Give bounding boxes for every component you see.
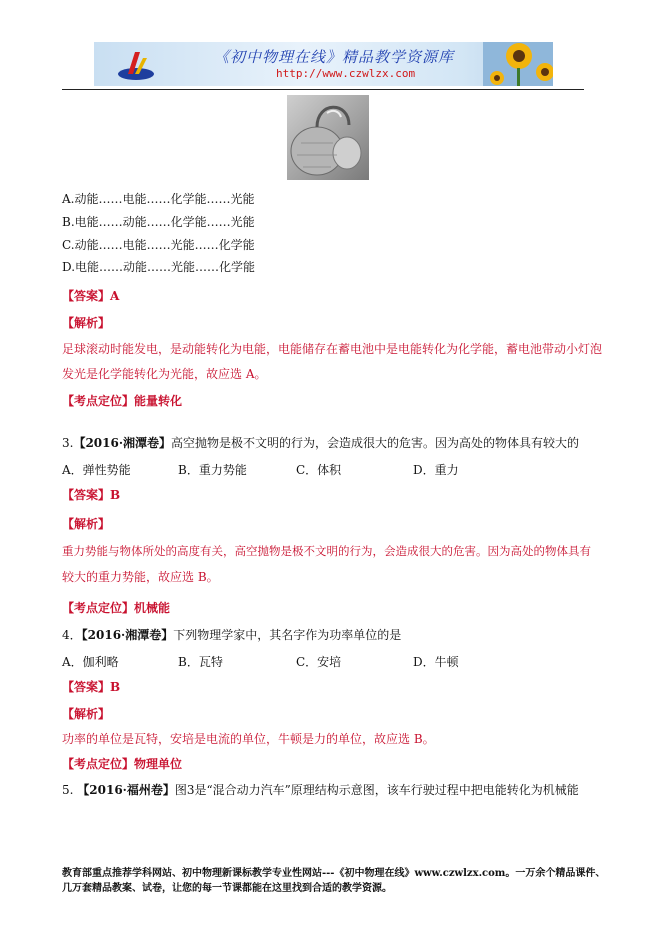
q3-number: 3. <box>62 436 74 450</box>
q4-point: 【考点定位】物理单位 <box>62 757 183 771</box>
q3-option-c: C．体积 <box>296 463 342 477</box>
q3-option-d: D．重力 <box>413 463 459 477</box>
banner-url[interactable]: http://www.czwlzx.com <box>276 67 416 80</box>
q4-stem-line <box>62 627 401 643</box>
q3-answer: 【答案】B <box>62 488 121 502</box>
q2-option-a: A.动能……电能……化学能……光能 <box>62 192 255 206</box>
q3-option-b: B．重力势能 <box>178 463 247 477</box>
footer-line-2: 几万套精品教案、试卷，让您的每一节课都能在这里找到合适的教学资源。 <box>62 883 392 894</box>
header-banner <box>94 42 553 86</box>
q5-stem-line <box>62 782 579 798</box>
q4-number: 4． <box>62 628 82 642</box>
q3-stem-line <box>62 435 579 451</box>
q4-stem: 下列物理学家中，其名字作为功率单位的是 <box>173 628 402 642</box>
header-rule <box>62 89 584 90</box>
q2-point: 【考点定位】能量转化 <box>62 394 183 408</box>
q3-analysis-line-1: 重力势能与物体所处的高度有关，高空抛物是极不文明的行为，会造成很大的危害。因为高处的物体具有 <box>62 544 591 558</box>
q4-option-a: A．伽利略 <box>62 655 119 669</box>
q4-analysis-label: 【解析】 <box>62 707 111 721</box>
q3-source: 【2016·湘潭卷】 <box>73 436 172 450</box>
q4-option-c: C．安培 <box>296 655 342 669</box>
q4-source: 【2016·湘潭卷】 <box>81 628 174 642</box>
q5-number: 5. <box>62 783 74 797</box>
q4-option-b: B．瓦特 <box>178 655 223 669</box>
q5-stem: 图3是“混合动力汽车”原理结构示意图，该车行驶过程中把电能转化为机械能 <box>174 783 579 797</box>
q2-option-d: D.电能……动能……光能……化学能 <box>62 260 256 274</box>
football-generator-photo <box>287 95 369 180</box>
q2-option-c: C.动能……电能……光能……化学能 <box>62 238 255 252</box>
footer-line-1: 教育部重点推荐学科网站、初中物理新课标教学专业性网站---《初中物理在线》www.czwlzx.com。一万余个精品课件、 <box>62 868 606 879</box>
q2-option-b: B.电能……动能……化学能……光能 <box>62 215 255 229</box>
q2-analysis-line-1: 足球滚动时能发电，是动能转化为电能，电能储存在蓄电池中是电能转化为化学能，蓄电池带动小灯泡 <box>62 342 603 356</box>
sunflower-icon <box>483 42 553 86</box>
q3-point: 【考点定位】机械能 <box>62 601 171 615</box>
q4-answer: 【答案】B <box>62 680 121 694</box>
site-logo-icon <box>116 48 156 82</box>
q4-analysis-line-1: 功率的单位是瓦特，安培是电流的单位，牛顿是力的单位，故应选 B。 <box>62 732 435 746</box>
q3-analysis-line-2: 较大的重力势能，故应选 B。 <box>62 570 219 584</box>
banner-title: 《初中物理在线》精品教学资源库 <box>214 48 455 66</box>
q2-analysis-line-2: 发光是化学能转化为光能，故应选 A。 <box>62 367 267 381</box>
q3-option-a: A．弹性势能 <box>62 463 131 477</box>
football-lamp-icon <box>287 95 369 180</box>
q5-source: 【2016·福州卷】 <box>77 783 175 797</box>
q2-analysis-label: 【解析】 <box>62 316 111 330</box>
q3-analysis-label: 【解析】 <box>62 517 111 531</box>
q4-option-d: D．牛顿 <box>413 655 459 669</box>
q2-answer: 【答案】A <box>62 289 120 303</box>
q3-stem: 高空抛物是极不文明的行为，会造成很大的危害。因为高处的物体具有较大的 <box>171 436 580 450</box>
